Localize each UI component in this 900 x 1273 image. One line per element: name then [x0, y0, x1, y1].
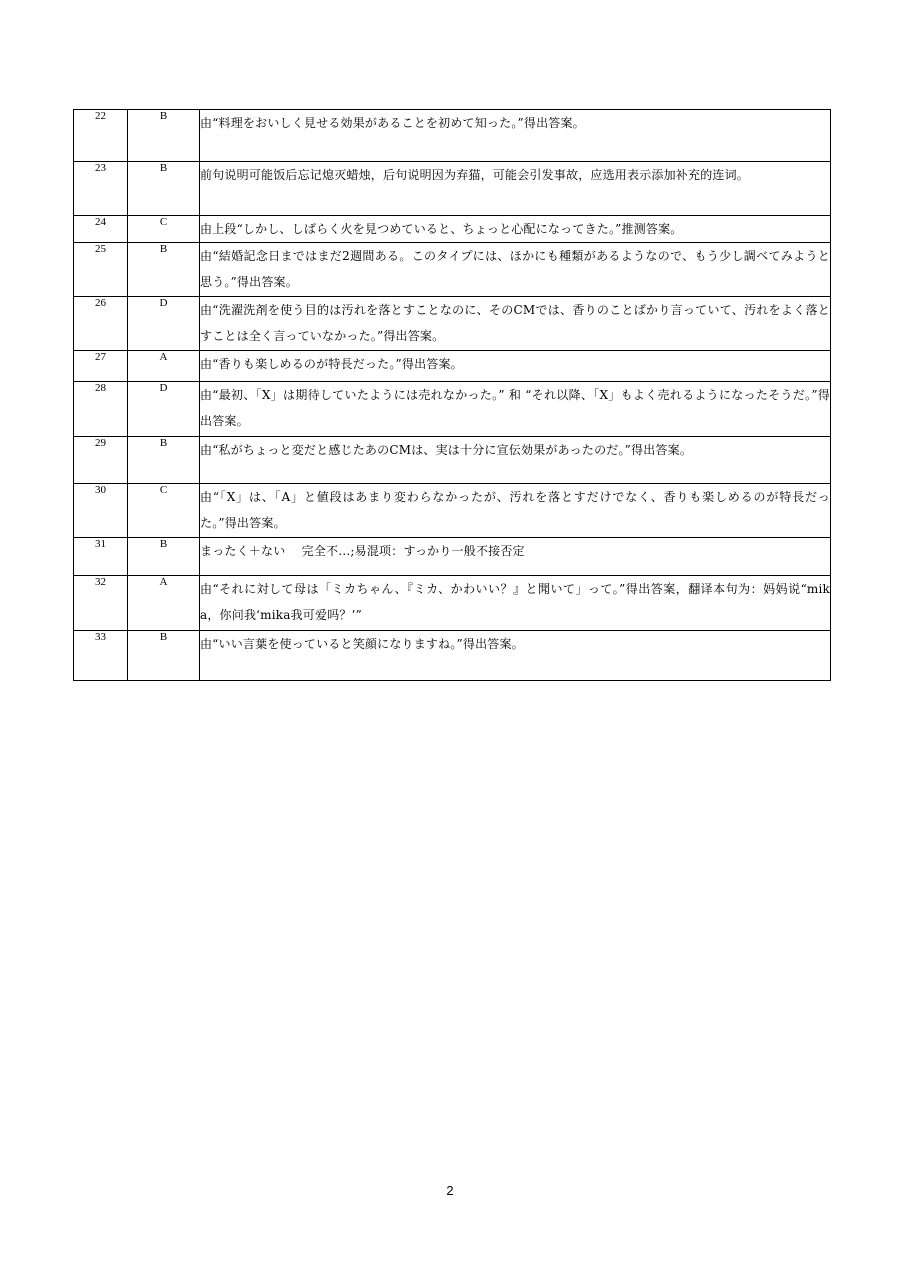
- answer-letter: B: [128, 110, 200, 162]
- answer-letter: B: [128, 162, 200, 216]
- explanation-text: 由“「X」は、「A」と値段はあまり変わらなかったが、汚れを落とすだけでなく、香りも楽しめるのが特長だった。”得出答案。: [200, 484, 831, 538]
- explanation-text: 由上段“しかし、しばらく火を見つめていると、ちょっと心配になってきた。”推测答案。: [200, 216, 831, 243]
- answer-letter: B: [128, 437, 200, 484]
- answer-letter: A: [128, 351, 200, 382]
- table-row: [74, 162, 831, 216]
- answer-letter: B: [128, 538, 200, 576]
- table-row: [74, 216, 831, 243]
- question-number: 23: [74, 162, 128, 216]
- table-row: [74, 110, 831, 162]
- answer-letter: D: [128, 297, 200, 351]
- table-row: [74, 382, 831, 437]
- explanation-text: まったく＋ない 完全不…;易混项：すっかり一般不接否定: [200, 538, 831, 576]
- explanation-text: 由“香りも楽しめるのが特長だった。”得出答案。: [200, 351, 831, 382]
- explanation-text: 由“洗濯洗剤を使う目的は汚れを落とすことなのに、そのCMでは、香りのことばかり言っていて、汚れをよく落とすことは全く言っていなかった。”得出答案。: [200, 297, 831, 351]
- question-number: 33: [74, 631, 128, 681]
- explanation-text: 由“それに対して母は「ミカちゃん、『ミカ、かわいい？』と聞いて」って。”得出答案，翻译本句为：妈妈说“mika，你问我‘mika我可爱吗？’”: [200, 576, 831, 631]
- table-row: [74, 243, 831, 297]
- table-row: [74, 631, 831, 681]
- question-number: 24: [74, 216, 128, 243]
- table-row: [74, 437, 831, 484]
- question-number: 22: [74, 110, 128, 162]
- question-number: 26: [74, 297, 128, 351]
- table-row: [74, 297, 831, 351]
- answer-letter: B: [128, 243, 200, 297]
- answer-letter: C: [128, 484, 200, 538]
- answer-letter: D: [128, 382, 200, 437]
- explanation-text: 由“私がちょっと変だと感じたあのCMは、実は十分に宣伝効果があったのだ。”得出答案。: [200, 437, 831, 484]
- explanation-text: 由“料理をおいしく見せる効果があることを初めて知った。”得出答案。: [200, 110, 831, 162]
- answer-table: [73, 109, 831, 681]
- answer-letter: A: [128, 576, 200, 631]
- question-number: 29: [74, 437, 128, 484]
- table-row: [74, 484, 831, 538]
- question-number: 32: [74, 576, 128, 631]
- explanation-text: 由“いい言葉を使っていると笑顔になりますね。”得出答案。: [200, 631, 831, 681]
- table-row: [74, 576, 831, 631]
- question-number: 25: [74, 243, 128, 297]
- page-number: 2: [446, 1183, 454, 1198]
- answer-letter: B: [128, 631, 200, 681]
- answer-letter: C: [128, 216, 200, 243]
- table-row: [74, 538, 831, 576]
- question-number: 31: [74, 538, 128, 576]
- question-number: 27: [74, 351, 128, 382]
- table-row: [74, 351, 831, 382]
- question-number: 30: [74, 484, 128, 538]
- explanation-text: 由“最初、「X」は期待していたようには売れなかった。” 和 “それ以降、「X」もよく売れるようになったそうだ。”得出答案。: [200, 382, 831, 437]
- question-number: 28: [74, 382, 128, 437]
- explanation-text: 由“結婚記念日まではまだ2週間ある。このタイプには、ほかにも種類があるようなので、もう少し調べてみようと思う。”得出答案。: [200, 243, 831, 297]
- explanation-text: 前句说明可能饭后忘记熄灭蜡烛，后句说明因为弃猫，可能会引发事故，应选用表示添加补充的连词。: [200, 162, 831, 216]
